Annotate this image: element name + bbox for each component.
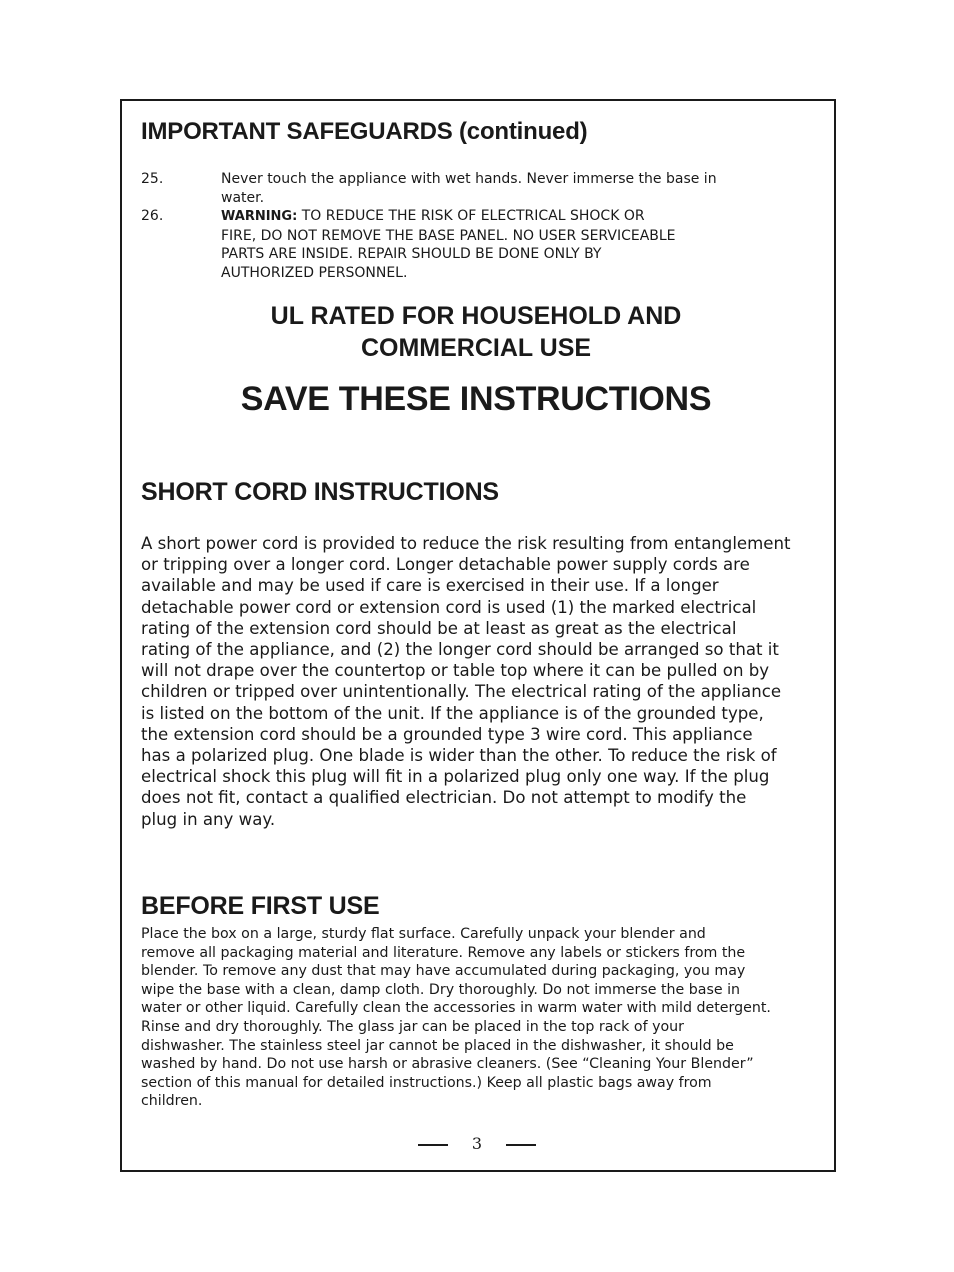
paragraph-line: will not drape over the countertop or table top where it can be pulled on by: [141, 661, 770, 681]
paragraph-line: children or tripped over unintentionally. The electrical rating of the appliance: [141, 682, 782, 702]
paragraph-line: children.: [141, 1093, 203, 1110]
before-first-use-paragraph: [141, 925, 816, 1111]
item-25-line: water.: [221, 189, 265, 206]
paragraph-line: section of this manual for detailed instructions.) Keep all plastic bags away from: [141, 1074, 712, 1091]
paragraph-line: or tripping over a longer cord. Longer detachable power supply cords are: [141, 555, 750, 575]
item-26-line: PARTS ARE INSIDE. REPAIR SHOULD BE DONE ONLY BY: [221, 246, 602, 262]
paragraph-line: water or other liquid. Carefully clean the accessories in warm water with mild detergent.: [141, 1000, 771, 1017]
ul-rated-heading: [120, 300, 832, 364]
paragraph-line: remove all packaging material and literature. Remove any labels or stickers from the: [141, 944, 746, 961]
paragraph-line: does not fit, contact a qualified electrician. Do not attempt to modify the: [141, 788, 747, 808]
item-26-line: AUTHORIZED PERSONNEL.: [221, 264, 408, 281]
paragraph-line: dishwasher. The stainless steel jar cannot be placed in the dishwasher, it should be: [141, 1037, 734, 1054]
paragraph-line: detachable power cord or extension cord is used (1) the marked electrical: [141, 597, 757, 617]
item-25-line: Never touch the appliance with wet hands. Never immerse the base in: [221, 171, 717, 187]
ul-rated-line: UL RATED FOR HOUSEHOLD AND: [270, 302, 682, 330]
paragraph-line: Place the box on a large, sturdy flat surface. Carefully unpack your blender and: [141, 926, 706, 942]
before-first-use-heading: BEFORE FIRST USE: [141, 892, 380, 920]
short-cord-paragraph: [141, 533, 813, 830]
paragraph-line: plug in any way.: [141, 809, 276, 829]
paragraph-line: washed by hand. Do not use harsh or abrasive cleaners. (See “Cleaning Your Blender”: [141, 1056, 754, 1073]
warning-label: WARNING:: [221, 209, 298, 224]
item-26-line: FIRE, DO NOT REMOVE THE BASE PANEL. NO USER SERVICEABLE: [221, 227, 676, 244]
item-number-25: 25.: [141, 171, 164, 187]
short-cord-heading: SHORT CORD INSTRUCTIONS: [141, 478, 499, 506]
page-footer: [418, 1134, 536, 1154]
item-26-first-line: [221, 207, 781, 227]
safeguards-heading: IMPORTANT SAFEGUARDS (continued): [141, 118, 588, 145]
page-number: 3: [471, 1134, 483, 1153]
paragraph-line: wipe the base with a clean, damp cloth. Dry thoroughly. Do not immerse the base in: [141, 981, 741, 998]
save-instructions-heading: SAVE THESE INSTRUCTIONS: [240, 380, 712, 418]
warning-first-line: TO REDUCE THE RISK OF ELECTRICAL SHOCK OR: [297, 208, 645, 224]
paragraph-line: Rinse and dry thoroughly. The glass jar can be placed in the top rack of your: [141, 1018, 684, 1035]
paragraph-line: is listed on the bottom of the unit. If the appliance is of the grounded type,: [141, 703, 764, 723]
item-number-26: 26.: [141, 208, 164, 224]
paragraph-line: electrical shock this plug will fit in a polarized plug only one way. If the plug: [141, 767, 770, 787]
footer-rule-right: [506, 1144, 536, 1146]
paragraph-line: blender. To remove any dust that may have accumulated during packaging, you may: [141, 963, 746, 980]
paragraph-line: has a polarized plug. One blade is wider than the other. To reduce the risk of: [141, 746, 777, 766]
paragraph-line: A short power cord is provided to reduce the risk resulting from entanglement: [141, 534, 791, 553]
paragraph-line: rating of the appliance, and (2) the longer cord should be arranged so that it: [141, 640, 779, 660]
paragraph-line: available and may be used if care is exercised in their use. If a longer: [141, 576, 719, 596]
item-text-26: [221, 207, 781, 282]
ul-rated-line: COMMERCIAL USE: [360, 334, 592, 362]
paragraph-line: the extension cord should be a grounded type 3 wire cord. This appliance: [141, 724, 753, 744]
paragraph-line: rating of the extension cord should be at least as great as the electrical: [141, 618, 737, 638]
item-text-25: [221, 170, 781, 207]
